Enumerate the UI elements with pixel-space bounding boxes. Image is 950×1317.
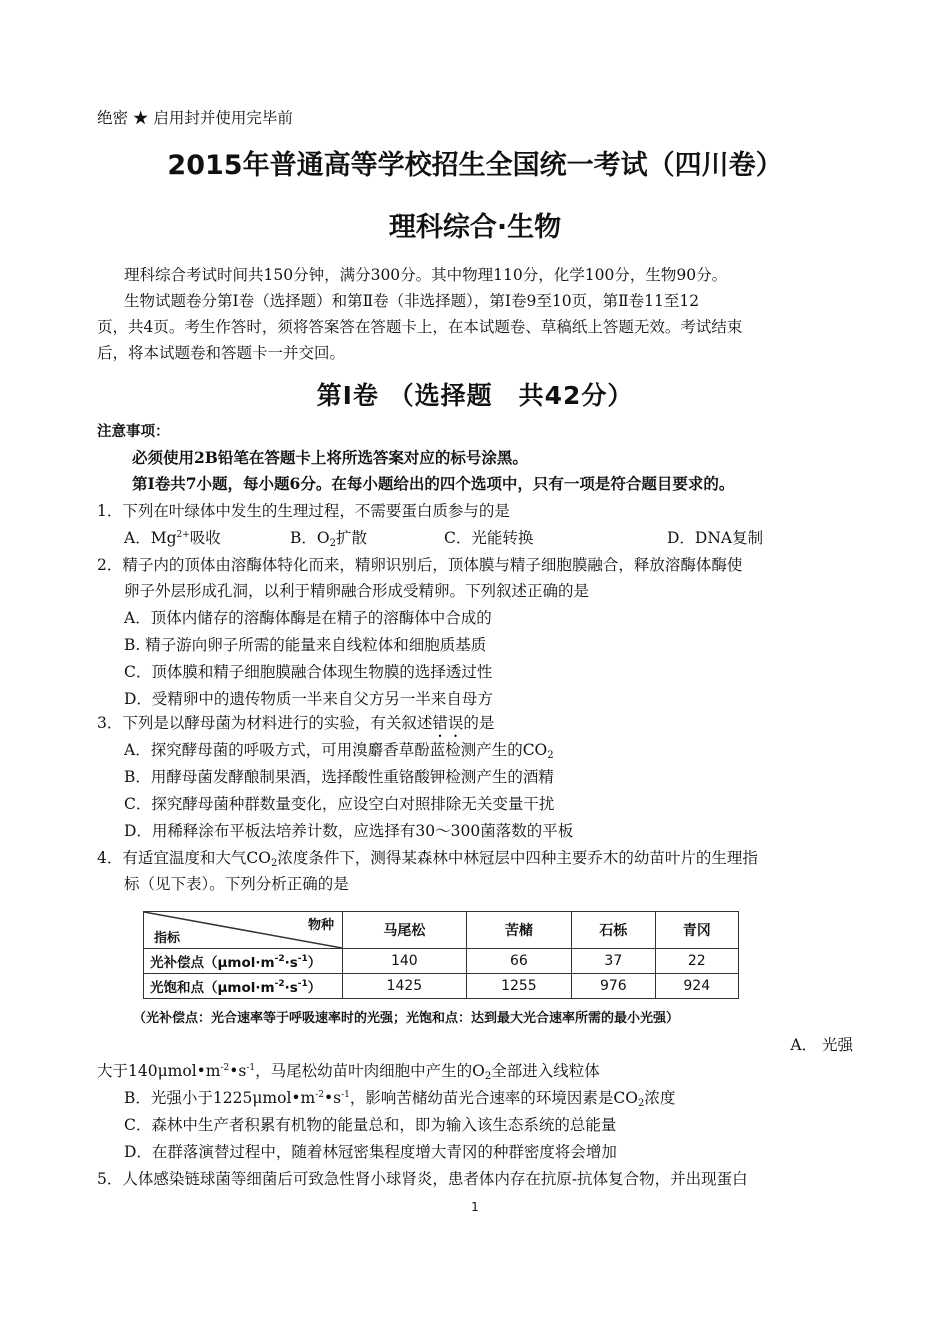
q3-option-b: B．用酵母菌发酵酿制果酒，选择酸性重铬酸钾检测产生的酒精: [124, 768, 554, 786]
q3-option-c: C．探究酵母菌种群数量变化，应设空白对照排除无关变量干扰: [124, 795, 555, 813]
table-corner-cell: [144, 912, 343, 949]
q1-option-c: C．光能转换: [444, 529, 534, 547]
intro-line-2: 生物试题卷分第Ⅰ卷（选择题）和第Ⅱ卷（非选择题），第Ⅰ卷9至10页，第Ⅱ卷11至12: [124, 292, 700, 310]
species-table: [143, 911, 739, 999]
notice-label: 注意事项：: [97, 424, 170, 440]
q2-option-a: A．顶体内储存的溶酶体酶是在精子的溶酶体中合成的: [124, 609, 492, 627]
column-header: 马尾松: [343, 912, 467, 949]
notice-1: 必须使用2B铅笔在答题卡上将所选答案对应的标号涂黑。: [132, 448, 528, 467]
intro-line-4: 后，将本试题卷和答题卡一并交回。: [97, 344, 346, 362]
header-species: 物种: [307, 918, 334, 933]
row-label: 光补偿点$(\mu mol\cdot m^{-2}\cdot s^{-1})$: [144, 949, 343, 974]
confidential-note: 绝密 ★ 启用封并使用完毕前: [97, 109, 293, 127]
table-cell: 22: [655, 949, 738, 974]
table-cell: 976: [572, 974, 655, 999]
q1-option-a: A．$Mg^{2+}$吸收: [124, 529, 221, 547]
q1-option-b: B．$O_2$扩散: [290, 529, 367, 549]
column-header: 石栎: [572, 912, 655, 949]
q2-stem-2: 卵子外层形成孔洞，以利于精卵融合形成受精卵。下列叙述正确的是: [124, 582, 590, 600]
notice-2: 第Ⅰ卷共7小题，每小题6分。在每小题给出的四个选项中，只有一项是符合题目要求的。: [132, 474, 735, 493]
q4-option-b: B．光强小于$1225\mu mol•m^{-2}•s^{-1}$，影响苦槠幼苗光合速率的环境因素是$CO_2$浓度: [124, 1089, 676, 1109]
q4-option-a: 大于$140\mu mol•m^{-2}•s^{-1}$，马尾松幼苗叶肉细胞中产生的$O_2$全部进入线粒体: [97, 1062, 600, 1082]
table-row: [144, 949, 739, 974]
q3-stem: 3．下列是以酵母菌为材料进行的实验，有关叙述错误的是: [97, 714, 495, 732]
q2-option-b: B. 精子游向卵子所需的能量来自线粒体和细胞质基质: [124, 636, 487, 654]
q1-option-d: D．DNA复制: [667, 529, 764, 547]
column-header: 青冈: [655, 912, 738, 949]
q5-stem-1: 5．人体感染链球菌等细菌后可致急性肾小球肾炎，患者体内存在抗原-抗体复合物，并出现蛋白: [97, 1170, 748, 1188]
table-note: （光补偿点：光合速率等于呼吸速率时的光强；光饱和点：达到最大光合速率所需的最小光强）: [133, 1011, 680, 1026]
q4-option-a-start: A． 光强: [790, 1036, 853, 1054]
q2-option-c: C．顶体膜和精子细胞膜融合体现生物膜的选择透过性: [124, 663, 493, 681]
exam-title: 2015年普通高等学校招生全国统一考试（四川卷）: [167, 150, 783, 181]
row-label: 光饱和点$(\mu mol\cdot m^{-2}\cdot s^{-1})$: [144, 974, 343, 999]
table-row: [144, 974, 739, 999]
q2-option-d: D．受精卵中的遗传物质一半来自父方另一半来自母方: [124, 690, 493, 708]
intro-line-3: 页，共4页。考生作答时，须将答案答在答题卡上，在本试题卷、草稿纸上答题无效。考试结束: [97, 318, 743, 336]
column-header: 苦槠: [466, 912, 571, 949]
table-header-row: [144, 912, 739, 949]
q4-stem-2: 标（见下表）。下列分析正确的是: [124, 875, 349, 893]
table-cell: 1255: [466, 974, 571, 999]
table-cell: 140: [343, 949, 467, 974]
section-title: 第Ⅰ卷 （选择题 共42分）: [316, 381, 634, 410]
table-cell: 37: [572, 949, 655, 974]
table-cell: 66: [466, 949, 571, 974]
q4-option-d: D．在群落演替过程中，随着林冠密集程度增大青冈的种群密度将会增加: [124, 1143, 617, 1161]
q2-stem-1: 2．精子内的顶体由溶酶体特化而来，精卵识别后，顶体膜与精子细胞膜融合，释放溶酶体酶使: [97, 556, 743, 574]
exam-subtitle: 理科综合·生物: [388, 212, 562, 243]
page-number: 1: [471, 1200, 479, 1214]
q4-stem-1: 4．有适宜温度和大气$CO_2$浓度条件下，测得某森林中林冠层中四种主要乔木的幼苗叶片的生理指: [97, 849, 758, 869]
table-cell: 1425: [343, 974, 467, 999]
q4-option-c: C．森林中生产者积累有机物的能量总和，即为输入该生态系统的总能量: [124, 1116, 617, 1134]
intro-line-1: 理科综合考试时间共150分钟，满分300分。其中物理110分，化学100分，生物90分。: [124, 266, 728, 284]
q1-stem: 1．下列在叶绿体中发生的生理过程，不需要蛋白质参与的是: [97, 502, 510, 520]
q3-option-a: A．探究酵母菌的呼吸方式，可用溴麝香草酚蓝检测产生的$CO_2$: [124, 741, 554, 761]
table-cell: 924: [655, 974, 738, 999]
header-index: 指标: [154, 931, 181, 946]
q3-option-d: D．用稀释涂布平板法培养计数，应选择有30～300菌落数的平板: [124, 822, 574, 840]
